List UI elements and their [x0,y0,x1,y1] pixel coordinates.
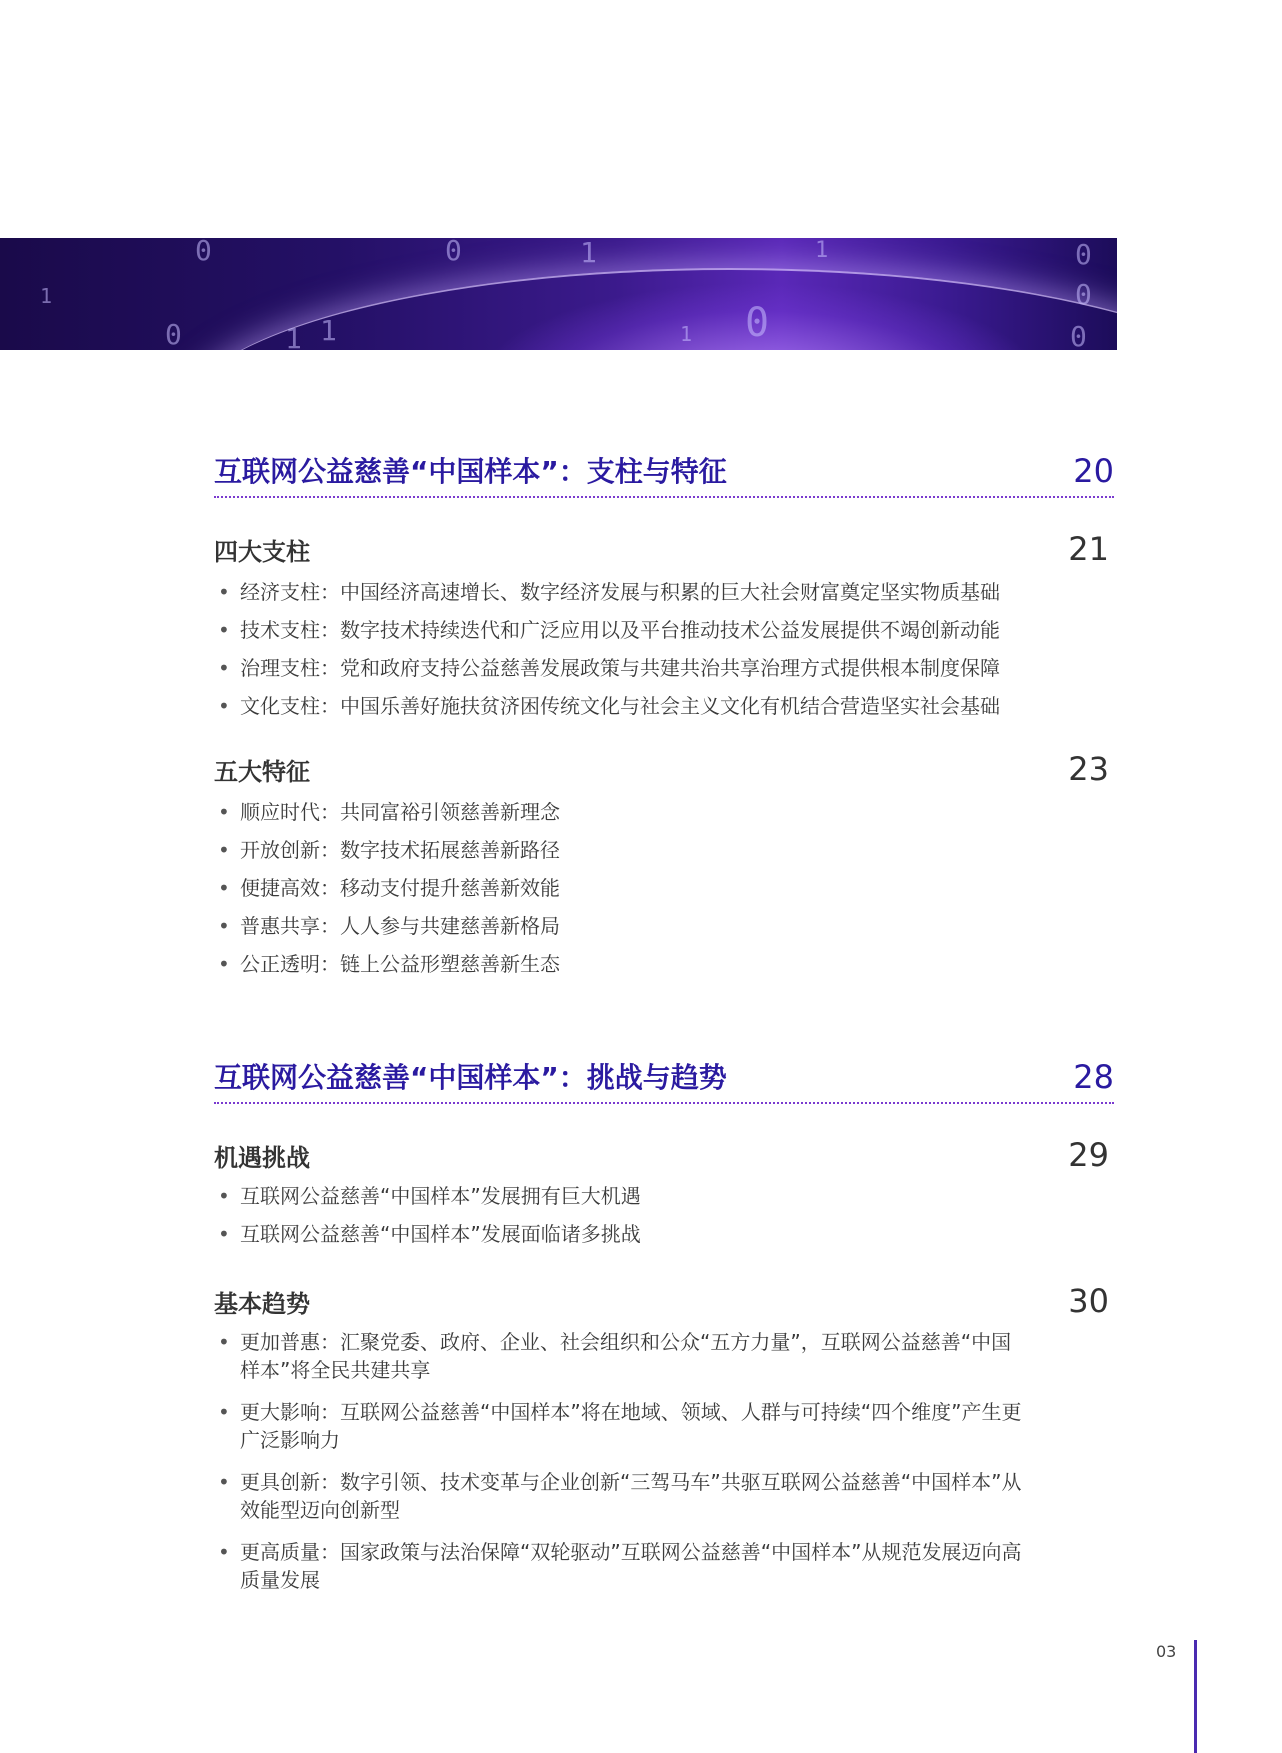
list-item: • 治理支柱：党和政府支持公益慈善发展政策与共建共治共享治理方式提供根本制度保障 [218,656,1000,680]
banner-digit: 0 [1075,278,1092,311]
subsection-heading [214,532,1109,567]
section-heading [214,1056,1114,1096]
subsection-page-number: 29 [1068,1136,1109,1174]
bullet-list [214,1328,1024,1608]
bullet-icon: • [218,694,230,718]
list-item: • 更高质量：国家政策与法治保障“双轮驱动”互联网公益慈善“中国样本”从规范发展迈向高质量发展 [218,1540,1022,1592]
bullet-icon: • [218,876,230,900]
list-item: • 更加普惠：汇聚党委、政府、企业、社会组织和公众“五方力量”，互联网公益慈善“中国样本”将全民共建共享 [218,1330,1012,1382]
subsection-page-number: 21 [1068,530,1109,568]
bullet-icon: • [218,656,230,680]
bullet-icon: • [218,838,230,862]
list-item: • 经济支柱：中国经济高速增长、数字经济发展与积累的巨大社会财富奠定坚实物质基础 [218,580,1000,604]
subsection-title: 四大支柱 [214,538,310,566]
bullet-icon: • [218,580,230,604]
banner-digit: 1 [40,284,53,308]
banner-digit: 0 [165,318,182,350]
list-item: • 便捷高效：移动支付提升慈善新效能 [218,876,560,900]
subsection-title: 基本趋势 [214,1290,310,1318]
bullet-icon: • [218,1184,230,1208]
dotted-divider [214,1102,1114,1104]
subsection-page-number: 23 [1068,750,1109,788]
page-accent-bar [1194,1640,1197,1753]
bullet-icon: • [218,1540,230,1564]
bullet-icon: • [218,618,230,642]
bullet-icon: • [218,952,230,976]
header-banner [0,238,1117,350]
banner-digit: 1 [580,238,597,269]
list-item: • 互联网公益慈善“中国样本”发展拥有巨大机遇 [218,1184,641,1208]
list-item: • 顺应时代：共同富裕引领慈善新理念 [218,800,560,824]
bullet-list [214,798,1044,988]
banner-digit: 1 [815,238,829,263]
list-item: • 开放创新：数字技术拓展慈善新路径 [218,838,560,862]
banner-digit: 1 [285,322,302,350]
section-heading [214,450,1114,490]
bullet-icon: • [218,1470,230,1494]
section-page-number: 28 [1073,1058,1114,1096]
bullet-icon: • [218,800,230,824]
bullet-icon: • [218,1330,230,1354]
subsection-heading [214,1138,1109,1173]
list-item: • 技术支柱：数字技术持续迭代和广泛应用以及平台推动技术公益发展提供不竭创新动能 [218,618,1000,642]
page-number: 03 [1156,1642,1177,1661]
bullet-list [214,1182,1044,1258]
banner-digit: 1 [680,322,693,346]
banner-digit: 0 [745,300,770,346]
subsection-heading [214,1284,1109,1319]
list-item: • 公正透明：链上公益形塑慈善新生态 [218,952,560,976]
banner-digit: 0 [195,238,212,267]
dotted-divider [214,496,1114,498]
subsection-title: 五大特征 [214,758,310,786]
list-item: • 文化支柱：中国乐善好施扶贫济困传统文化与社会主义文化有机结合营造坚实社会基础 [218,694,1000,718]
list-item: • 更大影响：互联网公益慈善“中国样本”将在地域、领域、人群与可持续“四个维度”产生更广泛影响力 [218,1400,1022,1452]
subsection-title: 机遇挑战 [214,1144,310,1172]
section-page-number: 20 [1073,452,1114,490]
list-item: • 更具创新：数字引领、技术变革与企业创新“三驾马车”共驱互联网公益慈善“中国样本”从效能型迈向创新型 [218,1470,1022,1522]
section-title: 互联网公益慈善“中国样本”：挑战与趋势 [214,1061,727,1094]
banner-digit: 0 [1070,320,1087,350]
section-title: 互联网公益慈善“中国样本”：支柱与特征 [214,455,727,488]
list-item: • 互联网公益慈善“中国样本”发展面临诸多挑战 [218,1222,641,1246]
banner-digit: 1 [320,314,337,347]
banner-digit: 0 [445,238,462,267]
list-item: • 普惠共享：人人参与共建慈善新格局 [218,914,560,938]
bullet-icon: • [218,1222,230,1246]
bullet-list [214,578,1044,730]
bullet-icon: • [218,1400,230,1424]
banner-digit: 0 [1075,238,1092,271]
subsection-heading [214,752,1109,787]
subsection-page-number: 30 [1068,1282,1109,1320]
bullet-icon: • [218,914,230,938]
